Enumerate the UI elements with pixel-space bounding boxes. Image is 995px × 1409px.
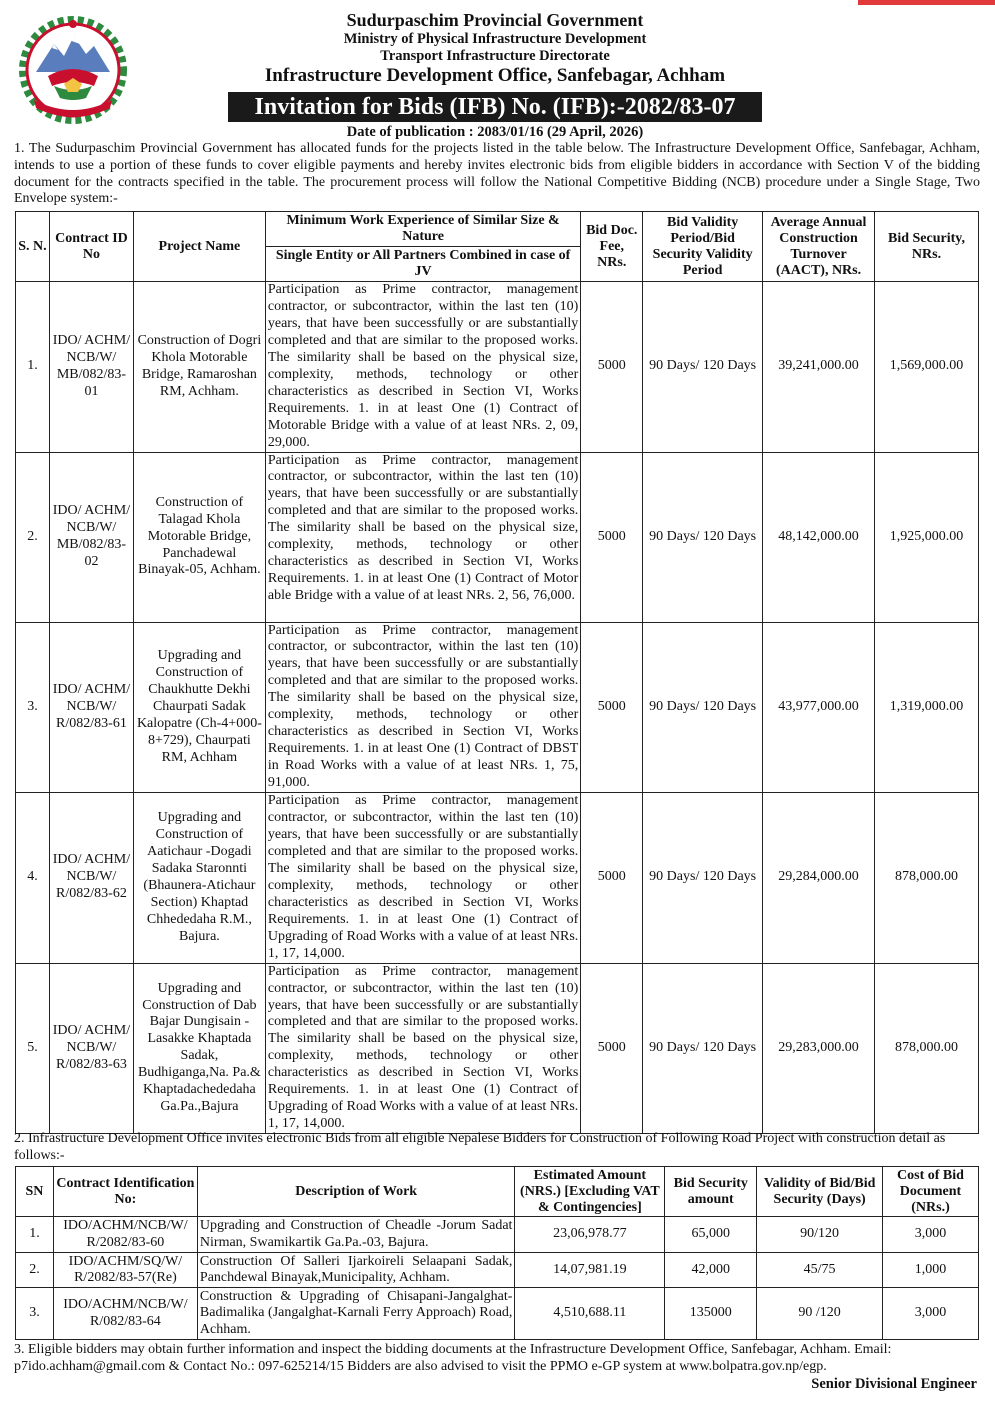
cell-validity: 90 Days/ 120 Days <box>643 622 763 793</box>
cell-fee: 5000 <box>581 622 643 793</box>
corner-accent <box>858 0 995 5</box>
cell-security: 1,569,000.00 <box>875 282 979 453</box>
cell-requirement: Participation as Prime contractor, management contractor, or subcontractor, within the last ten (10) years, that have been successfully or are substantially completed and that are similar to the proposed works. The similarity shall be based on the physical size, complexity, methods, technology or other characteristics as described in Section VI, Works Requirements. 1. in at least One (1) Contract of Upgrading of Road Works with a value of at least NRs. 1, 17, 14,000. <box>265 963 580 1134</box>
cell-aact: 48,142,000.00 <box>763 452 875 622</box>
cell-security: 1,319,000.00 <box>875 622 979 793</box>
cell-amount: 14,07,981.19 <box>515 1253 665 1288</box>
col-sn: SN <box>16 1167 54 1217</box>
table-row <box>16 1217 979 1253</box>
cell-contract-id: IDO/ ACHM/ NCB/W/ R/082/83-62 <box>49 793 133 964</box>
cell-aact: 29,283,000.00 <box>763 963 875 1134</box>
cell-project-name: Upgrading and Construction of Dab Bajar Dungisain -Lasakke Khaptada Sadak, Budhiganga,Na. Pa.& Khaptadachededaha Ga.Pa.,Bajura <box>133 963 265 1134</box>
cell-requirement: Participation as Prime contractor, management contractor, or subcontractor, within the last ten (10) years, that have been successfully or are substantially completed and that are similar to the proposed works. The similarity shall be based on the physical size, complexity, methods, technology or other characteristics as described in Section VI, Works Requirements. 1. in at least One (1) Contract of Motor able Bridge with a value of at least NRs. 2, 56, 76,000. <box>265 452 580 622</box>
road-projects-table <box>15 1166 979 1340</box>
cell-project-name: Construction of Talagad Khola Motorable Bridge, Panchadewal Binayak-05, Achham. <box>133 452 265 622</box>
contact-paragraph: 3. Eligible bidders may obtain further information and inspect the bidding documents at the Infrastructure Development Office, Sanfebagar, Achham. Email: p7ido.achham@gmail.com & Contact No.: 097-625214/15 Bidders are also advised to visit the PPMO e-GP system at www.bolpatra.gov.np/egp. <box>14 1342 892 1374</box>
cell-fee: 5000 <box>581 793 643 964</box>
cell-requirement: Participation as Prime contractor, management contractor, or subcontractor, within the last ten (10) years, that have been successfully or are substantially completed and that are similar to the proposed works. The similarity shall be based on the physical size, complexity, methods, technology or other characteristics as described in Section VI, Works Requirements. 1. in at least One (1) Contract of Upgrading of Road Works with a value of at least NRs. 1, 17, 14,000. <box>265 793 580 964</box>
ifb-title-bar: Invitation for Bids (IFB) No. (IFB):-2082/83-07 <box>228 92 762 122</box>
col-contract-id: Contract ID No <box>49 212 133 282</box>
cell-amount: 4,510,688.11 <box>515 1288 665 1340</box>
cell-validity: 90 Days/ 120 Days <box>643 793 763 964</box>
cell-sn: 4. <box>16 793 50 964</box>
col-aact: Average Annual Construction Turnover (AACT), NRs. <box>763 212 875 282</box>
cell-requirement: Participation as Prime contractor, management contractor, or subcontractor, within the last ten (10) years, that have been successfully or are substantially completed and that are similar to the proposed works. The similarity shall be based on the physical size, complexity, methods, technology or other characteristics as described in Section VI, Works Requirements. 1. in at least One (1) Contract of DBST in Road Works with a value of at least NRs. 1, 75, 91,000. <box>265 622 580 793</box>
col-bid-doc-fee: Bid Doc. Fee, NRs. <box>581 212 643 282</box>
cell-aact: 39,241,000.00 <box>763 282 875 453</box>
cell-sn: 1. <box>16 1217 54 1253</box>
table-row <box>16 793 979 964</box>
col-project-name: Project Name <box>133 212 265 282</box>
cell-sn: 1. <box>16 282 50 453</box>
col-validity: Validity of Bid/Bid Security (Days) <box>757 1167 883 1217</box>
cell-cost: 3,000 <box>883 1217 979 1253</box>
cell-sn: 2. <box>16 452 50 622</box>
cell-contract-id: IDO/ ACHM/ NCB/W/ MB/082/83-01 <box>49 282 133 453</box>
cell-project-name: Construction of Dogri Khola Motorable Bridge, Ramaroshan RM, Achham. <box>133 282 265 453</box>
col-bid-security: Bid Security amount <box>665 1167 757 1217</box>
col-experience: Minimum Work Experience of Similar Size & Nature <box>265 212 580 247</box>
cell-contract-id: IDO/ACHM/SQ/W/ R/2082/83-57(Re) <box>53 1253 197 1288</box>
cell-contract-id: IDO/ ACHM/ NCB/W/ MB/082/83-02 <box>49 452 133 622</box>
road-projects-paragraph: 2. Infrastructure Development Office invites electronic Bids from all eligible Nepalese Bidders for Construction of Following Road Project with construction detail as follows:- <box>14 1131 946 1163</box>
table-row <box>16 1253 979 1288</box>
cell-description: Upgrading and Construction of Cheadle -Jorum Sadat Nirman, Swamikartik Ga.Pa.-03, Bajura. <box>197 1217 515 1253</box>
nepal-emblem-icon <box>14 14 132 126</box>
intro-paragraph: 1. The Sudurpaschim Provincial Government has allocated funds for the projects listed in the table below. The Infrastructure Development Office, Sanfebagar, Achham, intends to use a portion of these funds to cover eligible payments and hereby invites electronic bids from eligible bidders in accordance with Section V of the bidding document for the contracts specified in the table. The procurement process will follow the National Competitive Bidding (NCB) procedure under a Single Stage, Two Envelope system:- <box>14 141 980 207</box>
cell-security: 42,000 <box>665 1253 757 1288</box>
cell-contract-id: IDO/ACHM/NCB/W/ R/2082/83-60 <box>53 1217 197 1253</box>
cell-fee: 5000 <box>581 282 643 453</box>
cell-validity: 90/120 <box>757 1217 883 1253</box>
cell-security: 65,000 <box>665 1217 757 1253</box>
cell-security: 878,000.00 <box>875 793 979 964</box>
col-estimated-amount: Estimated Amount (NRS.) [Excluding VAT & Contingencies] <box>515 1167 665 1217</box>
cell-project-name: Upgrading and Construction of Aatichaur -Dogadi Sadaka Staronnti (Bhaunera-Atichaur Section) Khaptad Chhededaha R.M., Bajura. <box>133 793 265 964</box>
directorate-name: Transport Infrastructure Directorate <box>380 48 610 64</box>
cell-sn: 5. <box>16 963 50 1134</box>
contracts-table <box>15 211 979 1134</box>
cell-validity: 90 Days/ 120 Days <box>643 282 763 453</box>
cell-sn: 3. <box>16 1288 54 1340</box>
cell-fee: 5000 <box>581 452 643 622</box>
cell-security: 1,925,000.00 <box>875 452 979 622</box>
cell-sn: 3. <box>16 622 50 793</box>
cell-fee: 5000 <box>581 963 643 1134</box>
cell-contract-id: IDO/ ACHM/ NCB/W/ R/082/83-63 <box>49 963 133 1134</box>
table-row <box>16 282 979 453</box>
cell-security: 878,000.00 <box>875 963 979 1134</box>
cell-amount: 23,06,978.77 <box>515 1217 665 1253</box>
table-row <box>16 622 979 793</box>
cell-requirement: Participation as Prime contractor, management contractor, or subcontractor, within the last ten (10) years, that have been successfully or are substantially completed and that are similar to the proposed works. The similarity shall be based on the physical size, complexity, methods, technology or other characteristics as described in Section VI, Works Requirements. 1. in at least One (1) Contract of Motorable Bridge with a value of at least NRs. 2, 09, 29,000. <box>265 282 580 453</box>
cell-cost: 3,000 <box>883 1288 979 1340</box>
signature-title: Senior Divisional Engineer <box>811 1376 977 1392</box>
cell-validity: 90 /120 <box>757 1288 883 1340</box>
col-contract-id: Contract Identification No: <box>53 1167 197 1217</box>
cell-sn: 2. <box>16 1253 54 1288</box>
col-bid-doc-cost: Cost of Bid Document (NRs.) <box>883 1167 979 1217</box>
cell-contract-id: IDO/ACHM/NCB/W/ R/082/83-64 <box>53 1288 197 1340</box>
cell-contract-id: IDO/ ACHM/ NCB/W/ R/082/83-61 <box>49 622 133 793</box>
col-sn: S. N. <box>16 212 50 282</box>
col-description: Description of Work <box>197 1167 515 1217</box>
cell-cost: 1,000 <box>883 1253 979 1288</box>
cell-validity: 45/75 <box>757 1253 883 1288</box>
table-row <box>16 452 979 622</box>
publication-date: Date of publication : 2083/01/16 (29 April, 2026) <box>346 124 644 140</box>
government-name: Sudurpaschim Provincial Government <box>346 10 644 30</box>
cell-description: Construction & Upgrading of Chisapani-Jangalghat-Badimalika (Jangalghat-Karnali Ferry Approach) Road, Achham. <box>197 1288 515 1340</box>
cell-aact: 29,284,000.00 <box>763 793 875 964</box>
cell-security: 135000 <box>665 1288 757 1340</box>
table-row <box>16 1288 979 1340</box>
cell-validity: 90 Days/ 120 Days <box>643 963 763 1134</box>
office-name: Infrastructure Development Office, Sanfebagar, Achham <box>264 65 726 86</box>
cell-validity: 90 Days/ 120 Days <box>643 452 763 622</box>
table-row <box>16 963 979 1134</box>
cell-description: Construction Of Salleri Ijarkoireli Selaapani Sadak, Panchdewal Binayak,Municipality, Achham. <box>197 1253 515 1288</box>
cell-aact: 43,977,000.00 <box>763 622 875 793</box>
col-bid-security: Bid Security, NRs. <box>875 212 979 282</box>
ministry-name: Ministry of Physical Infrastructure Development <box>343 31 647 47</box>
col-experience-sub: Single Entity or All Partners Combined in case of JV <box>265 247 580 282</box>
cell-project-name: Upgrading and Construction of Chaukhutte Dekhi Chaurpati Sadak Kalopatre (Ch-4+000-8+729), Chaurpati RM, Achham <box>133 622 265 793</box>
col-bid-validity: Bid Validity Period/Bid Security Validity Period <box>643 212 763 282</box>
